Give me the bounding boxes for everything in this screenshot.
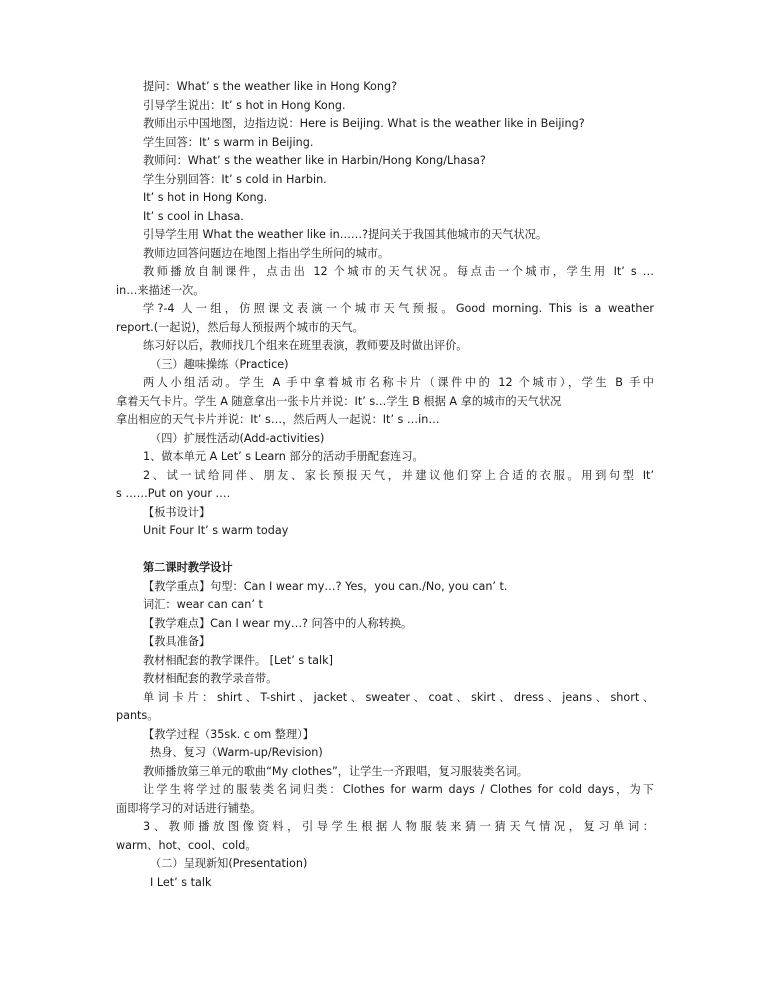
text-line: 单词卡片：shirt、T-shirt、jacket、sweater、coat、skirt、dress、jeans、short、 (143, 690, 654, 704)
text-line: 教师播放自制课件，点击出 12 个城市的天气状况。每点击一个城市，学生用 It’ s … (143, 265, 654, 278)
section-heading: 【教具准备】 (143, 635, 211, 648)
text-line: 【教学难点】Can I wear my…? 问答中的人称转换。 (143, 616, 413, 630)
text-line: 让学生将学过的服装类名词归类：Clothes for warm days / Clothes for cold days，为下 (143, 783, 654, 796)
page-title: 第二课时教学设计 (143, 561, 233, 574)
text-line: Unit Four It’ s warm today (143, 524, 289, 537)
section-heading: （二）呈现新知(Presentation) (150, 857, 308, 870)
document-page (0, 78, 770, 892)
text-line: 【教学重点】句型：Can I wear my…? Yes，you can./No, you can’ t. (143, 579, 508, 593)
text-line: 教师出示中国地图，边指边说：Here is Beijing. What is the weather like in Beijing? (143, 117, 585, 130)
text-line: 面即将学习的对话进行铺垫。 (116, 801, 262, 815)
text-line: 2、试一试给同伴、朋友、家长预报天气，并建议他们穿上合适的衣服。用到句型 It’ (143, 468, 654, 482)
text-line: 引导学生说出：It’ s hot in Hong Kong. (143, 98, 346, 112)
text-line: 教材相配套的教学课件。 [Let’ s talk] (143, 653, 333, 667)
text-line: 热身、复习（Warm-up/Revision) (150, 746, 323, 759)
text-line: 教师边回答问题边在地图上指出学生所问的城市。 (143, 246, 390, 260)
blank-line (0, 541, 770, 560)
text-line: 3、教师播放图像资料，引导学生根据人物服装来猜一猜天气情况，复习单词： (143, 820, 654, 833)
text-line: in…来描述一次。 (116, 283, 205, 297)
text-line: pants。 (116, 709, 159, 722)
text-line: I Let’ s talk (150, 875, 212, 889)
text-line: 1、做本单元 A Let’ s Learn 部分的活动手册配套连习。 (143, 450, 424, 463)
text-line: 教师问：What’ s the weather like in Harbin/Hong Kong/Lhasa? (143, 154, 486, 167)
text-line: It’ s cool in Lhasa. (143, 209, 244, 223)
text-line: 教师播放第三单元的歌曲“My clothes”，让学生一齐跟唱，复习服装类名词。 (143, 764, 528, 778)
text-line: 拿出相应的天气卡片并说：It’ s…，然后两人一起说：It’ s …in… (116, 413, 440, 426)
text-line: 词汇：wear can can’ t (143, 598, 263, 611)
text-line: report.(一起说)，然后每人预报两个城市的天气。 (116, 320, 364, 334)
text-line: 提问：What’ s the weather like in Hong Kong? (143, 80, 398, 93)
text-line: 学?-4 人一组，仿照课文表演一个城市天气预报。Good morning. This is a weather (143, 302, 654, 315)
text-line: 教材相配套的教学录音带。 (143, 672, 278, 685)
text-line: 学生回答：It’ s warm in Beijing. (143, 135, 314, 149)
text-line: 引导学生用 What the weather like in……?提问关于我国其他城市的天气状况。 (143, 228, 548, 241)
section-heading: （四）扩展性活动(Add-activities) (150, 431, 325, 445)
section-heading: 【教学过程（35sk. c om 整理）】 (143, 727, 314, 741)
text-line: 两人小组活动。学生 A 手中拿着城市名称卡片（课件中的 12 个城市），学生 B 手中 (143, 376, 654, 389)
text-line: s ……Put on your .… (116, 487, 231, 500)
text-line: 练习好以后，教师找几个组来在班里表演，教师要及时做出评价。 (143, 339, 468, 352)
text-line: 拿着天气卡片。学生 A 随意拿出一张卡片并说：It’ s…学生 B 根据 A 拿的城市的天气状况 (116, 394, 562, 408)
section-heading: 【板书设计】 (143, 505, 211, 519)
text-line: It’ s hot in Hong Kong. (143, 191, 268, 204)
text-line: warm、hot、cool、cold。 (116, 838, 257, 852)
text-line: 学生分别回答：It’ s cold in Harbin. (143, 172, 327, 186)
section-heading: （三）趣味操练（Practice) (150, 357, 289, 371)
